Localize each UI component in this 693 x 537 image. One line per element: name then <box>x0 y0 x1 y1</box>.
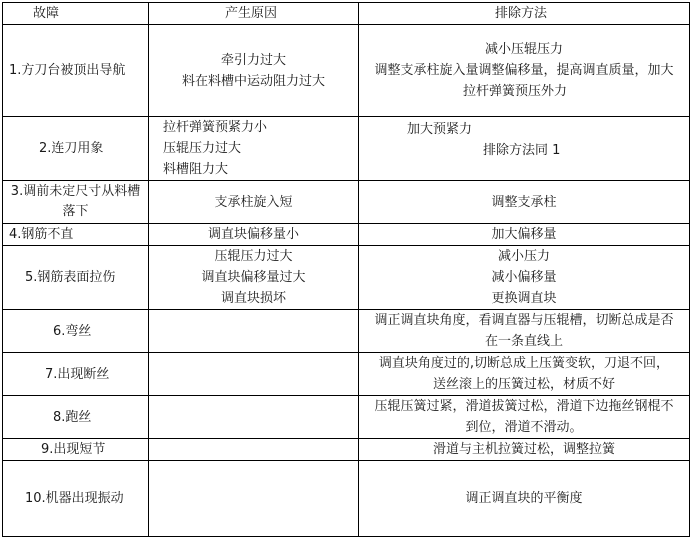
table-row <box>3 353 690 396</box>
fix-line: 减小压辊压力 <box>484 42 563 57</box>
fault-cell: 8.跑丝 <box>3 396 149 439</box>
fix-line: 调正调直块角度，看调直器与压辊槽，切断总成是否 <box>374 313 674 328</box>
fix-line: 调整支承柱旋入量调整偏移量，提高调直质量，加大 <box>374 63 674 78</box>
cause-cell <box>149 25 359 117</box>
fault-table <box>2 2 690 537</box>
cause-line: 料在料槽中运动阻力过大 <box>181 73 325 89</box>
cause-line: 支承柱旋入短 <box>214 194 293 210</box>
cause-cell <box>149 439 359 461</box>
fix-cell <box>359 461 690 537</box>
table-row <box>3 181 690 224</box>
fix-cell <box>359 353 690 396</box>
fix-line: 在一条直线上 <box>484 334 563 349</box>
fix-line: 更换调直块 <box>491 291 557 306</box>
fix-line: 减小偏移量 <box>491 270 557 285</box>
fix-line: 压辊压簧过紧，滑道拔簧过松，滑道下边拖丝钢棍不 <box>374 399 674 414</box>
fault-cell: 6.弯丝 <box>3 310 149 353</box>
fix-line: 到位，滑道不滑动。 <box>465 420 583 435</box>
fault-cell: 7.出现断丝 <box>3 353 149 396</box>
fault-cell: 10.机器出现振动 <box>3 461 149 537</box>
cause-cell <box>149 117 359 181</box>
header-fix: 排除方法 <box>359 3 690 25</box>
cause-line: 调直块偏移量小 <box>207 227 299 242</box>
fix-cell <box>359 224 690 246</box>
fault-cell: 9.出现短节 <box>3 439 149 461</box>
cause-cell <box>149 461 359 537</box>
table-row <box>3 25 690 117</box>
cause-cell <box>149 181 359 224</box>
fault-cell: 5.钢筋表面拉伤 <box>3 246 149 310</box>
cause-line: 牵引力过大 <box>220 52 286 68</box>
fault-cell: 1.方刀台被顶出导航 <box>3 25 149 117</box>
fix-line: 调正调直块的平衡度 <box>465 491 583 506</box>
fix-line: 拉杆弹簧预压外力 <box>463 84 568 99</box>
fix-line: 减小压力 <box>497 249 550 264</box>
table-row <box>3 439 690 461</box>
cause-cell <box>149 224 359 246</box>
fix-line: 送丝滚上的压簧过松，材质不好 <box>432 377 615 392</box>
fault-cell: 2.连刀用象 <box>3 117 149 181</box>
cause-line: 料槽阻力大 <box>163 162 229 177</box>
table-row <box>3 117 690 181</box>
cause-cell <box>149 396 359 439</box>
table-row <box>3 224 690 246</box>
fix-cell <box>359 25 690 117</box>
fix-line: 加大预紧力 <box>407 122 473 137</box>
fix-cell <box>359 246 690 310</box>
table-row <box>3 310 690 353</box>
cause-line: 调直块偏移量过大 <box>201 270 306 285</box>
fault-cell: 3.调前未定尺寸从料槽落下 <box>3 181 149 224</box>
header-fault: 故障 <box>3 3 149 25</box>
fix-line: 调整支承柱 <box>491 194 557 210</box>
fix-cell <box>359 310 690 353</box>
table-row <box>3 396 690 439</box>
fix-cell <box>359 181 690 224</box>
cause-line: 压辊压力过大 <box>163 141 242 156</box>
fix-line: 调直块角度过的,切断总成上压簧变软，刀退不回， <box>378 356 670 371</box>
table-row <box>3 246 690 310</box>
fix-cell <box>359 117 690 181</box>
cause-line: 拉杆弹簧预紧力小 <box>163 120 268 135</box>
fault-cell: 4.钢筋不直 <box>3 224 149 246</box>
cause-line: 调直块损坏 <box>220 291 286 306</box>
header-cause: 产生原因 <box>149 3 359 25</box>
fix-line: 滑道与主机拉簧过松，调整拉簧 <box>432 442 615 457</box>
cause-line: 压辊压力过大 <box>214 249 293 264</box>
cause-cell <box>149 246 359 310</box>
table-row <box>3 461 690 537</box>
cause-cell <box>149 310 359 353</box>
fix-line: 加大偏移量 <box>491 227 557 242</box>
header-row <box>3 3 690 25</box>
cause-cell <box>149 353 359 396</box>
fix-cell <box>359 396 690 439</box>
fix-cell <box>359 439 690 461</box>
fix-line: 排除方法同 1 <box>483 143 561 158</box>
